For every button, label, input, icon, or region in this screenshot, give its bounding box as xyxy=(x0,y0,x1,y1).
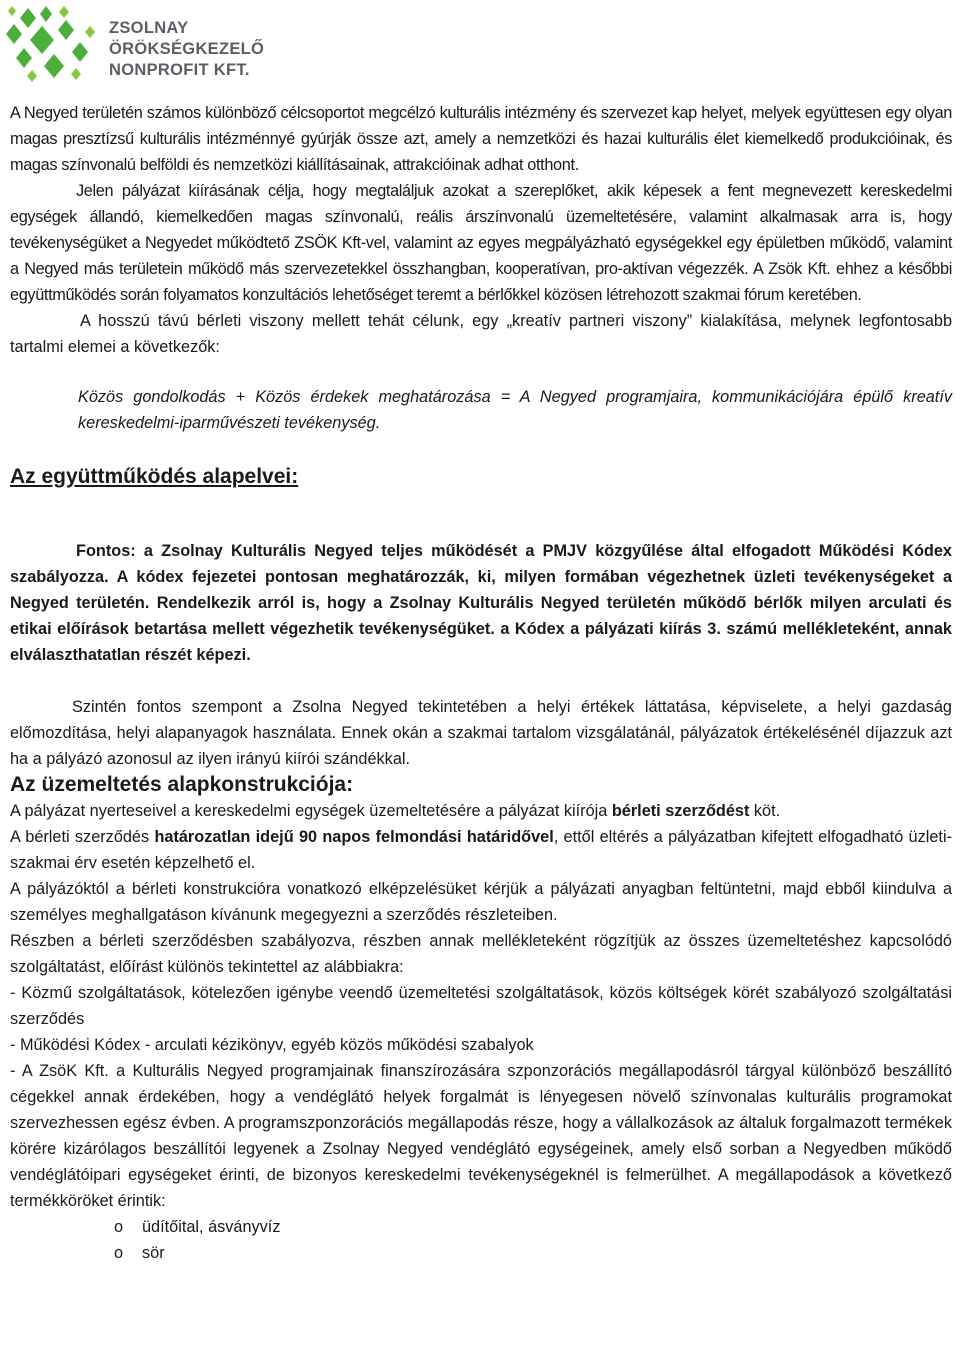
logo-line-1: ZSOLNAY xyxy=(109,19,189,37)
green-diamond-cluster-icon xyxy=(6,4,102,84)
document-body xyxy=(10,100,952,1266)
sponsorship-item: - A ZsöK Kft. a Kulturális Negyed programjainak finanszírozására szponzorációs megállapodásról tárgyal különböző beszállító cégekkel annak érdekében, hogy a vendéglátó helyek forgalmát is lényegesen növelő színvonalas kulturális programokat szervezhessen egész évben. A programszponzorációs megállapodás része, hogy a vállalkozások az általuk forgalmazott termékek körére kizárólagos beszállítói legyenek a Zsolnay Negyed vendéglátó egységeinek, amely első sorban a Negyedben működő vendéglátóipari egységeket érinti, de bizonyos kereskedelmi tevékenységeknél is felmerülhet. A megállapodások a következő termékköröket érintik: xyxy=(10,1062,952,1210)
formula-statement: Közös gondolkodás + Közös érdekek meghatározása = A Negyed programjaira, kommunikációjára épülő kreatív kereskedelmi-iparművészeti tevékenység. xyxy=(78,388,952,432)
code-item: - Működési Kódex - arculati kézikönyv, egyéb közös működési szabalyok xyxy=(10,1036,534,1054)
lease-term-bold: határozatlan idejű 90 napos felmondási határidővel xyxy=(154,828,554,846)
list-item-text: üdítőital, ásványvíz xyxy=(142,1218,281,1236)
services-intro-paragraph: Részben a bérleti szerződésben szabályozva, részben annak mellékleteként rögzítjük az összes üzemeltetéshez kapcsolódó szolgáltatást, előírást különös tekintettel az alábbiakra: xyxy=(10,932,952,976)
logo-wordmark xyxy=(109,18,264,81)
list-item-text: sör xyxy=(142,1244,165,1262)
logo-line-2: ÖRÖKSÉGKEZELŐ xyxy=(109,40,265,58)
utilities-item: - Közmű szolgáltatások, kötelezően igénybe veendő üzemeltetési szolgáltatások, közös költségek körét szabályozó szolgáltatási szerződés xyxy=(10,984,952,1028)
section-heading-construction: Az üzemeltetés alapkonstrukciója: xyxy=(10,773,354,796)
lease-term-text: A bérleti szerződés xyxy=(10,828,155,846)
lease-contract-end: köt. xyxy=(749,802,781,820)
list-bullet: o xyxy=(114,1218,124,1236)
list-bullet: o xyxy=(114,1244,124,1262)
company-logo xyxy=(6,4,265,88)
local-values-paragraph: Szintén fontos szempont a Zsolna Negyed tekintetében a helyi értékek láttatása, képviselete, a helyi gazdaság előmozdítása, helyi alapanyagok használata. Ennek okán a szakmai tartalom vizsgálatánál, pályázatok értékelésénél díjazzuk azt ha a pályázó azonosul az ilyen irányú kiírói szándékkal. xyxy=(10,698,952,768)
list-item xyxy=(10,1240,952,1266)
purpose-paragraph: Jelen pályázat kiírásának célja, hogy megtaláljuk azokat a szereplőket, akik képesek a fent megnevezett kereskedelmi egységek állandó, kiemelkedően magas színvonalú, reális árszínvonalú üzemeltetésére, valamint alkalmasak arra is, hogy tevékenységüket a Negyedet működtető ZSÖK Kft-vel, valamint az egyes megpályázható egységekkel egy épületben működő, valamint a Negyed más területein működő más szervezetekkel összhangban, kooperatívan, pro-aktívan végezzék. A Zsök Kft. ehhez a későbbi együttműködés során folyamatos konzultációs lehetőséget teremt a bérlőkkel közösen létrehozott szakmai fórum keretében. xyxy=(10,182,952,304)
intro-paragraph: A Negyed területén számos különböző célcsoportot megcélzó kulturális intézmény és szervezet kap helyet, melyek együttesen egy olyan magas presztízsű kulturális intézménnyé gyúrják össze azt, amely a nemzetközi és hazai kulturális élet kiemelkedő produkcióinak, és magas színvonalú belföldi és nemzetközi kiállításainak, attrakcióinak adhat otthont. xyxy=(10,104,952,174)
lease-term-paragraph xyxy=(10,824,952,876)
list-item xyxy=(10,1214,952,1240)
lease-term-end: , ettől eltérés a pályázatban kifejtett elfogadható üzleti-szakmai érv esetén képzelhető el. xyxy=(10,828,952,872)
logo-line-3: NONPROFIT KFT. xyxy=(109,61,250,79)
lease-contract-paragraph xyxy=(10,798,952,824)
lease-contract-bold: bérleti szerződést xyxy=(611,802,750,820)
proposal-paragraph: A pályázóktól a bérleti konstrukcióra vonatkozó elképzelésüket kérjük a pályázati anyagban feltüntetni, majd ebből kiindulva a személyes meghallgatáson kívánunk megegyezni a szerződés részleteiben. xyxy=(10,880,952,924)
lease-contract-text: A pályázat nyerteseivel a kereskedelmi egységek üzemeltetésére a pályázat kiírója xyxy=(10,802,612,820)
partnership-paragraph: A hosszú távú bérleti viszony mellett tehát célunk, egy „kreatív partneri viszony” kialakítása, melynek legfontosabb tartalmi elemei a következők: xyxy=(10,312,952,356)
section-heading-principles: Az együttműködés alapelvei: xyxy=(10,465,299,488)
product-list xyxy=(10,1214,952,1266)
important-notice-paragraph: Fontos: a Zsolnay Kulturális Negyed teljes működését a PMJV közgyűlése által elfogadott Működési Kódex szabályozza. A kódex fejezetei pontosan meghatározzák, ki, milyen formában végezhetnek üzleti tevékenységeket a Negyed területén. Rendelkezik arról is, hogy a Zsolnay Kulturális Negyed területén működő bérlők milyen arculati és etikai előírások betartása mellett végezhetik tevékenységüket. a Kódex a pályázati kiírás 3. számú mellékleteként, annak elválaszthatatlan részét képezi. xyxy=(10,542,952,664)
